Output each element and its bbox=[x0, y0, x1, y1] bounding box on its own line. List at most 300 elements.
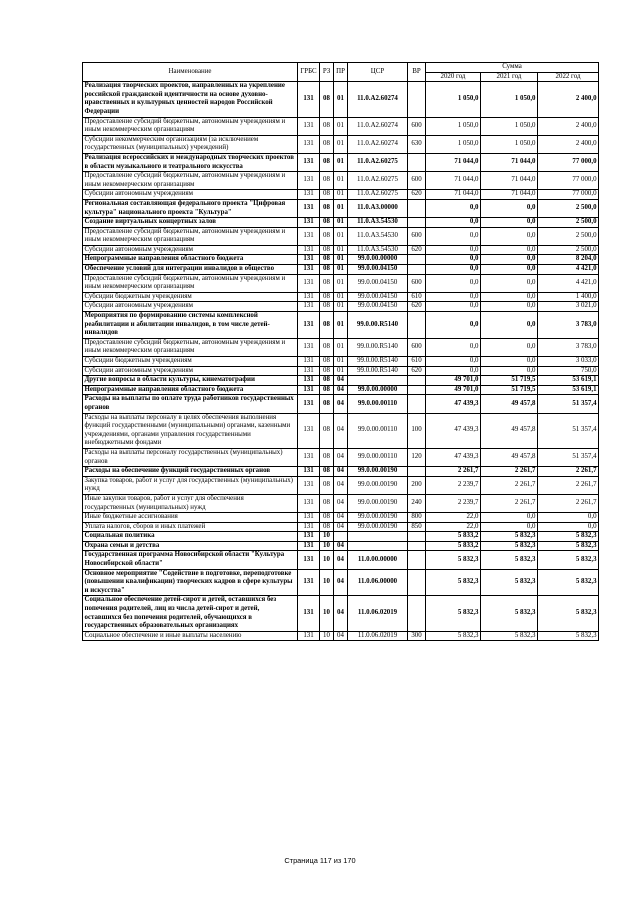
row-vr: 620 bbox=[408, 245, 426, 255]
row-value-2021: 0,0 bbox=[481, 199, 538, 217]
table-row bbox=[83, 448, 599, 466]
row-value-2021: 5 832,3 bbox=[481, 551, 538, 569]
row-rz: 08 bbox=[320, 302, 334, 312]
row-value-2022: 77 000,0 bbox=[538, 190, 599, 200]
row-vr bbox=[408, 395, 426, 413]
table-row bbox=[83, 172, 599, 190]
row-value-2020: 71 044,0 bbox=[426, 190, 481, 200]
row-value-2021: 71 044,0 bbox=[481, 153, 538, 171]
row-value-2020: 0,0 bbox=[426, 199, 481, 217]
row-vr: 240 bbox=[408, 494, 426, 512]
header-year-2020: 2020 год bbox=[426, 72, 481, 82]
row-rz: 08 bbox=[320, 227, 334, 245]
row-name: Охрана семьи и детства bbox=[83, 541, 298, 551]
row-rz: 08 bbox=[320, 366, 334, 376]
row-grbs: 131 bbox=[298, 551, 320, 569]
row-csr: 99.0.00.R5140 bbox=[348, 312, 408, 339]
row-vr bbox=[408, 541, 426, 551]
row-csr: 99.0.00.00000 bbox=[348, 255, 408, 265]
row-value-2020: 49 701,0 bbox=[426, 376, 481, 386]
row-value-2022: 4 421,0 bbox=[538, 265, 599, 275]
row-name: Субсидии бюджетным учреждениям bbox=[83, 357, 298, 367]
row-rz: 08 bbox=[320, 513, 334, 523]
row-pr: 04 bbox=[334, 494, 348, 512]
row-grbs: 131 bbox=[298, 569, 320, 596]
row-value-2022: 5 832,3 bbox=[538, 569, 599, 596]
row-csr: 99.0.00.00110 bbox=[348, 395, 408, 413]
table-row bbox=[83, 476, 599, 494]
row-name: Другие вопросы в области культуры, кинематографии bbox=[83, 376, 298, 386]
row-value-2022: 5 832,3 bbox=[538, 551, 599, 569]
row-pr: 04 bbox=[334, 467, 348, 477]
row-value-2020: 0,0 bbox=[426, 338, 481, 356]
row-name: Уплата налогов, сборов и иных платежей bbox=[83, 522, 298, 532]
table-row bbox=[83, 153, 599, 171]
row-csr: 11.0.A2.60275 bbox=[348, 172, 408, 190]
row-pr: 01 bbox=[334, 117, 348, 135]
row-value-2021: 5 832,3 bbox=[481, 532, 538, 542]
row-value-2022: 3 021,0 bbox=[538, 302, 599, 312]
row-vr: 630 bbox=[408, 135, 426, 153]
row-name: Субсидии бюджетным учреждениям bbox=[83, 292, 298, 302]
table-row bbox=[83, 190, 599, 200]
row-value-2021: 0,0 bbox=[481, 338, 538, 356]
row-csr: 11.0.A3.54530 bbox=[348, 245, 408, 255]
row-vr: 620 bbox=[408, 190, 426, 200]
row-value-2020: 1 050,0 bbox=[426, 82, 481, 117]
row-value-2021: 5 832,3 bbox=[481, 541, 538, 551]
row-csr: 11.0.06.02019 bbox=[348, 596, 408, 631]
row-csr: 99.0.00.00000 bbox=[348, 385, 408, 395]
row-vr: 200 bbox=[408, 476, 426, 494]
row-rz: 08 bbox=[320, 395, 334, 413]
row-csr: 99.0.00.00190 bbox=[348, 522, 408, 532]
row-value-2020: 49 701,0 bbox=[426, 385, 481, 395]
row-pr: 04 bbox=[334, 551, 348, 569]
table-row bbox=[83, 395, 599, 413]
row-name: Реализация творческих проектов, направленных на укрепление российской гражданской идентичности на основе духовно-нравственных и культурных ценностей народов Российской Федерации bbox=[83, 82, 298, 117]
row-rz: 08 bbox=[320, 448, 334, 466]
row-vr bbox=[408, 376, 426, 386]
row-grbs: 131 bbox=[298, 467, 320, 477]
row-value-2021: 71 044,0 bbox=[481, 172, 538, 190]
table-row bbox=[83, 265, 599, 275]
row-value-2022: 77 000,0 bbox=[538, 153, 599, 171]
row-value-2022: 3 783,0 bbox=[538, 312, 599, 339]
row-name: Расходы на выплаты персоналу государственных (муниципальных) органов bbox=[83, 448, 298, 466]
row-rz: 08 bbox=[320, 117, 334, 135]
row-value-2020: 0,0 bbox=[426, 292, 481, 302]
row-value-2021: 0,0 bbox=[481, 292, 538, 302]
row-csr: 11.0.A2.60275 bbox=[348, 190, 408, 200]
row-rz: 10 bbox=[320, 541, 334, 551]
row-value-2020: 0,0 bbox=[426, 255, 481, 265]
row-grbs: 131 bbox=[298, 245, 320, 255]
table-row bbox=[83, 522, 599, 532]
row-grbs: 131 bbox=[298, 172, 320, 190]
row-value-2020: 1 050,0 bbox=[426, 135, 481, 153]
row-name: Субсидии автономным учреждениям bbox=[83, 366, 298, 376]
table-row bbox=[83, 199, 599, 217]
row-value-2022: 5 832,3 bbox=[538, 631, 599, 641]
row-rz: 10 bbox=[320, 596, 334, 631]
row-rz: 08 bbox=[320, 376, 334, 386]
row-pr: 01 bbox=[334, 338, 348, 356]
row-pr: 01 bbox=[334, 292, 348, 302]
row-value-2020: 47 439,3 bbox=[426, 395, 481, 413]
row-name: Предоставление субсидий бюджетным, автономным учреждениям и иным некоммерческим организациям bbox=[83, 172, 298, 190]
row-rz: 08 bbox=[320, 494, 334, 512]
row-name: Предоставление субсидий бюджетным, автономным учреждениям и иным некоммерческим организациям bbox=[83, 227, 298, 245]
row-csr: 99.0.00.00110 bbox=[348, 413, 408, 448]
header-name: Наименование bbox=[83, 63, 298, 82]
row-name: Социальное обеспечение детей-сирот и детей, оставшихся без попечения родителей, лиц из числа детей-сирот и детей, оставшихся без попечения родителей, обучающихся в государственных образовательных организациях bbox=[83, 596, 298, 631]
row-pr: 01 bbox=[334, 302, 348, 312]
row-csr: 11.0.A2.60274 bbox=[348, 82, 408, 117]
row-rz: 08 bbox=[320, 467, 334, 477]
row-grbs: 131 bbox=[298, 312, 320, 339]
row-value-2022: 51 357,4 bbox=[538, 448, 599, 466]
row-value-2021: 0,0 bbox=[481, 265, 538, 275]
row-vr bbox=[408, 596, 426, 631]
row-vr bbox=[408, 551, 426, 569]
header-year-2021: 2021 год bbox=[481, 72, 538, 82]
row-name: Создание виртуальных концертных залов bbox=[83, 218, 298, 228]
row-value-2020: 0,0 bbox=[426, 302, 481, 312]
row-value-2020: 5 832,3 bbox=[426, 596, 481, 631]
row-grbs: 131 bbox=[298, 596, 320, 631]
row-value-2021: 0,0 bbox=[481, 513, 538, 523]
row-rz: 08 bbox=[320, 338, 334, 356]
row-vr bbox=[408, 265, 426, 275]
row-value-2020: 5 832,3 bbox=[426, 569, 481, 596]
row-name: Субсидии некоммерческим организациям (за исключением государственных (муниципальных) учреждений) bbox=[83, 135, 298, 153]
row-grbs: 131 bbox=[298, 135, 320, 153]
row-csr: 11.0.A2.60274 bbox=[348, 117, 408, 135]
row-value-2022: 77 000,0 bbox=[538, 172, 599, 190]
row-grbs: 131 bbox=[298, 631, 320, 641]
row-csr: 99.0.00.04150 bbox=[348, 274, 408, 292]
header-year-2022: 2022 год bbox=[538, 72, 599, 82]
row-grbs: 131 bbox=[298, 153, 320, 171]
row-value-2021: 51 719,5 bbox=[481, 385, 538, 395]
row-csr: 99.0.00.00190 bbox=[348, 494, 408, 512]
row-grbs: 131 bbox=[298, 357, 320, 367]
row-grbs: 131 bbox=[298, 395, 320, 413]
table-body bbox=[83, 82, 599, 641]
row-csr: 11.0.A2.60275 bbox=[348, 153, 408, 171]
table-header bbox=[83, 63, 599, 82]
row-pr: 04 bbox=[334, 596, 348, 631]
row-pr: 04 bbox=[334, 513, 348, 523]
row-csr: 11.0.A2.60274 bbox=[348, 135, 408, 153]
row-vr: 800 bbox=[408, 513, 426, 523]
row-value-2020: 47 439,3 bbox=[426, 413, 481, 448]
row-name: Реализация всероссийских и международных творческих проектов в области музыкального и театрального искусства bbox=[83, 153, 298, 171]
row-vr bbox=[408, 385, 426, 395]
row-vr: 610 bbox=[408, 357, 426, 367]
row-value-2021: 1 050,0 bbox=[481, 117, 538, 135]
row-csr: 99.0.00.R5140 bbox=[348, 357, 408, 367]
row-rz: 10 bbox=[320, 532, 334, 542]
row-pr: 04 bbox=[334, 569, 348, 596]
row-pr: 01 bbox=[334, 227, 348, 245]
row-value-2020: 2 239,7 bbox=[426, 476, 481, 494]
row-grbs: 131 bbox=[298, 255, 320, 265]
row-name: Расходы на выплаты персоналу в целях обеспечения выполнения функций государственными (муниципальными) органами, казенными учреждениями, органами управления государственными внебюджетными фондами bbox=[83, 413, 298, 448]
row-vr: 850 bbox=[408, 522, 426, 532]
row-value-2020: 1 050,0 bbox=[426, 117, 481, 135]
row-value-2022: 5 832,3 bbox=[538, 532, 599, 542]
row-value-2021: 0,0 bbox=[481, 274, 538, 292]
row-vr: 610 bbox=[408, 292, 426, 302]
page-footer: Страница 117 из 170 bbox=[284, 856, 356, 865]
table-row bbox=[83, 551, 599, 569]
row-value-2022: 53 619,1 bbox=[538, 385, 599, 395]
row-csr: 99.0.00.04150 bbox=[348, 302, 408, 312]
row-pr: 04 bbox=[334, 413, 348, 448]
row-grbs: 131 bbox=[298, 302, 320, 312]
row-rz: 10 bbox=[320, 569, 334, 596]
row-value-2020: 2 261,7 bbox=[426, 467, 481, 477]
row-value-2020: 0,0 bbox=[426, 366, 481, 376]
row-value-2021: 1 050,0 bbox=[481, 82, 538, 117]
row-value-2021: 0,0 bbox=[481, 227, 538, 245]
row-value-2022: 3 033,0 bbox=[538, 357, 599, 367]
table-row bbox=[83, 357, 599, 367]
row-pr: 04 bbox=[334, 476, 348, 494]
row-value-2021: 49 457,8 bbox=[481, 395, 538, 413]
row-grbs: 131 bbox=[298, 522, 320, 532]
table-row bbox=[83, 117, 599, 135]
row-csr: 11.0.A3.00000 bbox=[348, 199, 408, 217]
row-rz: 08 bbox=[320, 292, 334, 302]
header-vr: ВР bbox=[408, 63, 426, 82]
row-csr bbox=[348, 532, 408, 542]
row-rz: 08 bbox=[320, 255, 334, 265]
row-value-2022: 2 500,0 bbox=[538, 227, 599, 245]
row-csr: 11.0.A3.54530 bbox=[348, 218, 408, 228]
row-value-2022: 2 400,0 bbox=[538, 135, 599, 153]
row-value-2022: 2 261,7 bbox=[538, 494, 599, 512]
row-pr: 01 bbox=[334, 255, 348, 265]
row-rz: 08 bbox=[320, 522, 334, 532]
row-value-2022: 4 421,0 bbox=[538, 274, 599, 292]
row-name: Основное мероприятие "Содействие в подготовке, переподготовке (повышении квалификации) творческих кадров в сфере культуры и искусства" bbox=[83, 569, 298, 596]
row-name: Иные бюджетные ассигнования bbox=[83, 513, 298, 523]
row-value-2021: 0,0 bbox=[481, 255, 538, 265]
row-grbs: 131 bbox=[298, 513, 320, 523]
row-name: Государственная программа Новосибирской области "Культура Новосибирской области" bbox=[83, 551, 298, 569]
row-value-2020: 5 833,2 bbox=[426, 541, 481, 551]
row-rz: 08 bbox=[320, 312, 334, 339]
row-value-2021: 51 719,5 bbox=[481, 376, 538, 386]
row-rz: 08 bbox=[320, 245, 334, 255]
row-value-2020: 22,0 bbox=[426, 513, 481, 523]
row-name: Субсидии автономным учреждениям bbox=[83, 302, 298, 312]
row-csr: 99.0.00.00190 bbox=[348, 467, 408, 477]
row-value-2021: 5 832,3 bbox=[481, 631, 538, 641]
row-grbs: 131 bbox=[298, 190, 320, 200]
row-value-2022: 0,0 bbox=[538, 513, 599, 523]
row-rz: 10 bbox=[320, 631, 334, 641]
table-row bbox=[83, 385, 599, 395]
table-row bbox=[83, 292, 599, 302]
row-value-2022: 2 500,0 bbox=[538, 218, 599, 228]
row-value-2021: 5 832,3 bbox=[481, 596, 538, 631]
row-value-2022: 5 832,3 bbox=[538, 541, 599, 551]
row-rz: 08 bbox=[320, 153, 334, 171]
row-vr: 600 bbox=[408, 274, 426, 292]
row-pr: 01 bbox=[334, 199, 348, 217]
row-name: Непрограммные направления областного бюджета bbox=[83, 255, 298, 265]
row-value-2022: 1 400,0 bbox=[538, 292, 599, 302]
row-vr bbox=[408, 532, 426, 542]
row-value-2020: 0,0 bbox=[426, 357, 481, 367]
table-row bbox=[83, 467, 599, 477]
row-pr: 01 bbox=[334, 82, 348, 117]
table-row bbox=[83, 338, 599, 356]
table-row bbox=[83, 513, 599, 523]
row-pr: 04 bbox=[334, 541, 348, 551]
row-vr: 600 bbox=[408, 172, 426, 190]
header-grbs: ГРБС bbox=[298, 63, 320, 82]
row-vr: 620 bbox=[408, 366, 426, 376]
row-value-2022: 53 619,1 bbox=[538, 376, 599, 386]
table-row bbox=[83, 135, 599, 153]
row-grbs: 131 bbox=[298, 274, 320, 292]
row-name: Обеспечение условий для интеграции инвалидов в общество bbox=[83, 265, 298, 275]
row-rz: 08 bbox=[320, 385, 334, 395]
budget-table bbox=[82, 62, 599, 641]
row-name: Предоставление субсидий бюджетным, автономным учреждениям и иным некоммерческим организациям bbox=[83, 117, 298, 135]
row-name: Расходы на обеспечение функций государственных органов bbox=[83, 467, 298, 477]
row-value-2021: 0,0 bbox=[481, 522, 538, 532]
table-row bbox=[83, 494, 599, 512]
row-value-2020: 0,0 bbox=[426, 227, 481, 245]
row-pr: 04 bbox=[334, 385, 348, 395]
table-row bbox=[83, 255, 599, 265]
row-value-2020: 2 239,7 bbox=[426, 494, 481, 512]
row-name: Предоставление субсидий бюджетным, автономным учреждениям и иным некоммерческим организациям bbox=[83, 274, 298, 292]
row-pr: 04 bbox=[334, 448, 348, 466]
row-vr: 600 bbox=[408, 338, 426, 356]
row-grbs: 131 bbox=[298, 494, 320, 512]
row-name: Социальное обеспечение и иные выплаты населению bbox=[83, 631, 298, 641]
table-row bbox=[83, 274, 599, 292]
row-value-2020: 5 832,3 bbox=[426, 551, 481, 569]
row-name: Социальная политика bbox=[83, 532, 298, 542]
row-value-2022: 2 500,0 bbox=[538, 199, 599, 217]
row-pr: 01 bbox=[334, 172, 348, 190]
table-row bbox=[83, 302, 599, 312]
row-vr bbox=[408, 82, 426, 117]
row-value-2020: 71 044,0 bbox=[426, 172, 481, 190]
row-pr: 04 bbox=[334, 376, 348, 386]
row-value-2022: 51 357,4 bbox=[538, 413, 599, 448]
header-rz: РЗ bbox=[320, 63, 334, 82]
row-grbs: 131 bbox=[298, 82, 320, 117]
row-value-2022: 51 357,4 bbox=[538, 395, 599, 413]
row-csr: 99.0.00.R5140 bbox=[348, 366, 408, 376]
row-csr: 11.0.06.02019 bbox=[348, 631, 408, 641]
table-row bbox=[83, 82, 599, 117]
row-pr: 04 bbox=[334, 395, 348, 413]
table-row bbox=[83, 227, 599, 245]
row-name: Субсидии автономным учреждениям bbox=[83, 245, 298, 255]
row-grbs: 131 bbox=[298, 385, 320, 395]
row-value-2022: 8 204,0 bbox=[538, 255, 599, 265]
row-pr: 01 bbox=[334, 190, 348, 200]
row-value-2021: 0,0 bbox=[481, 218, 538, 228]
row-value-2022: 0,0 bbox=[538, 522, 599, 532]
row-pr: 01 bbox=[334, 274, 348, 292]
header-sum: Сумма bbox=[426, 63, 599, 73]
table-row bbox=[83, 218, 599, 228]
row-csr bbox=[348, 376, 408, 386]
row-pr bbox=[334, 532, 348, 542]
row-value-2020: 71 044,0 bbox=[426, 153, 481, 171]
row-grbs: 131 bbox=[298, 117, 320, 135]
row-value-2020: 0,0 bbox=[426, 218, 481, 228]
row-csr: 99.0.00.00110 bbox=[348, 448, 408, 466]
row-name: Мероприятия по формированию системы комплексной реабилитации и абилитации инвалидов, в том числе детей-инвалидов bbox=[83, 312, 298, 339]
row-value-2022: 2 500,0 bbox=[538, 245, 599, 255]
row-rz: 08 bbox=[320, 265, 334, 275]
row-value-2022: 5 832,3 bbox=[538, 596, 599, 631]
row-pr: 04 bbox=[334, 631, 348, 641]
row-value-2021: 0,0 bbox=[481, 302, 538, 312]
row-name: Непрограммные направления областного бюджета bbox=[83, 385, 298, 395]
row-value-2022: 2 261,7 bbox=[538, 476, 599, 494]
header-pr: ПР bbox=[334, 63, 348, 82]
row-value-2022: 3 783,0 bbox=[538, 338, 599, 356]
row-grbs: 131 bbox=[298, 338, 320, 356]
table-row bbox=[83, 366, 599, 376]
table-row bbox=[83, 631, 599, 641]
row-vr bbox=[408, 255, 426, 265]
row-pr: 01 bbox=[334, 366, 348, 376]
row-rz: 08 bbox=[320, 82, 334, 117]
row-csr bbox=[348, 541, 408, 551]
row-value-2022: 2 400,0 bbox=[538, 117, 599, 135]
row-csr: 11.0.00.00000 bbox=[348, 551, 408, 569]
row-value-2021: 2 261,7 bbox=[481, 476, 538, 494]
row-name: Региональная составляющая федерального проекта "Цифровая культура" национального проекта "Культура" bbox=[83, 199, 298, 217]
row-value-2021: 0,0 bbox=[481, 357, 538, 367]
row-vr: 620 bbox=[408, 302, 426, 312]
row-value-2021: 49 457,8 bbox=[481, 413, 538, 448]
row-value-2021: 49 457,8 bbox=[481, 448, 538, 466]
row-value-2021: 0,0 bbox=[481, 312, 538, 339]
row-pr: 04 bbox=[334, 522, 348, 532]
row-pr: 01 bbox=[334, 245, 348, 255]
row-value-2022: 2 261,7 bbox=[538, 467, 599, 477]
row-value-2021: 0,0 bbox=[481, 245, 538, 255]
row-pr: 01 bbox=[334, 135, 348, 153]
row-grbs: 131 bbox=[298, 376, 320, 386]
row-csr: 99.0.00.04150 bbox=[348, 292, 408, 302]
table-row bbox=[83, 413, 599, 448]
row-name: Иные закупки товаров, работ и услуг для обеспечения государственных (муниципальных) нужд bbox=[83, 494, 298, 512]
row-vr bbox=[408, 312, 426, 339]
row-vr bbox=[408, 218, 426, 228]
row-rz: 08 bbox=[320, 413, 334, 448]
row-csr: 11.0.06.00000 bbox=[348, 569, 408, 596]
row-grbs: 131 bbox=[298, 227, 320, 245]
row-rz: 08 bbox=[320, 218, 334, 228]
row-pr: 01 bbox=[334, 218, 348, 228]
